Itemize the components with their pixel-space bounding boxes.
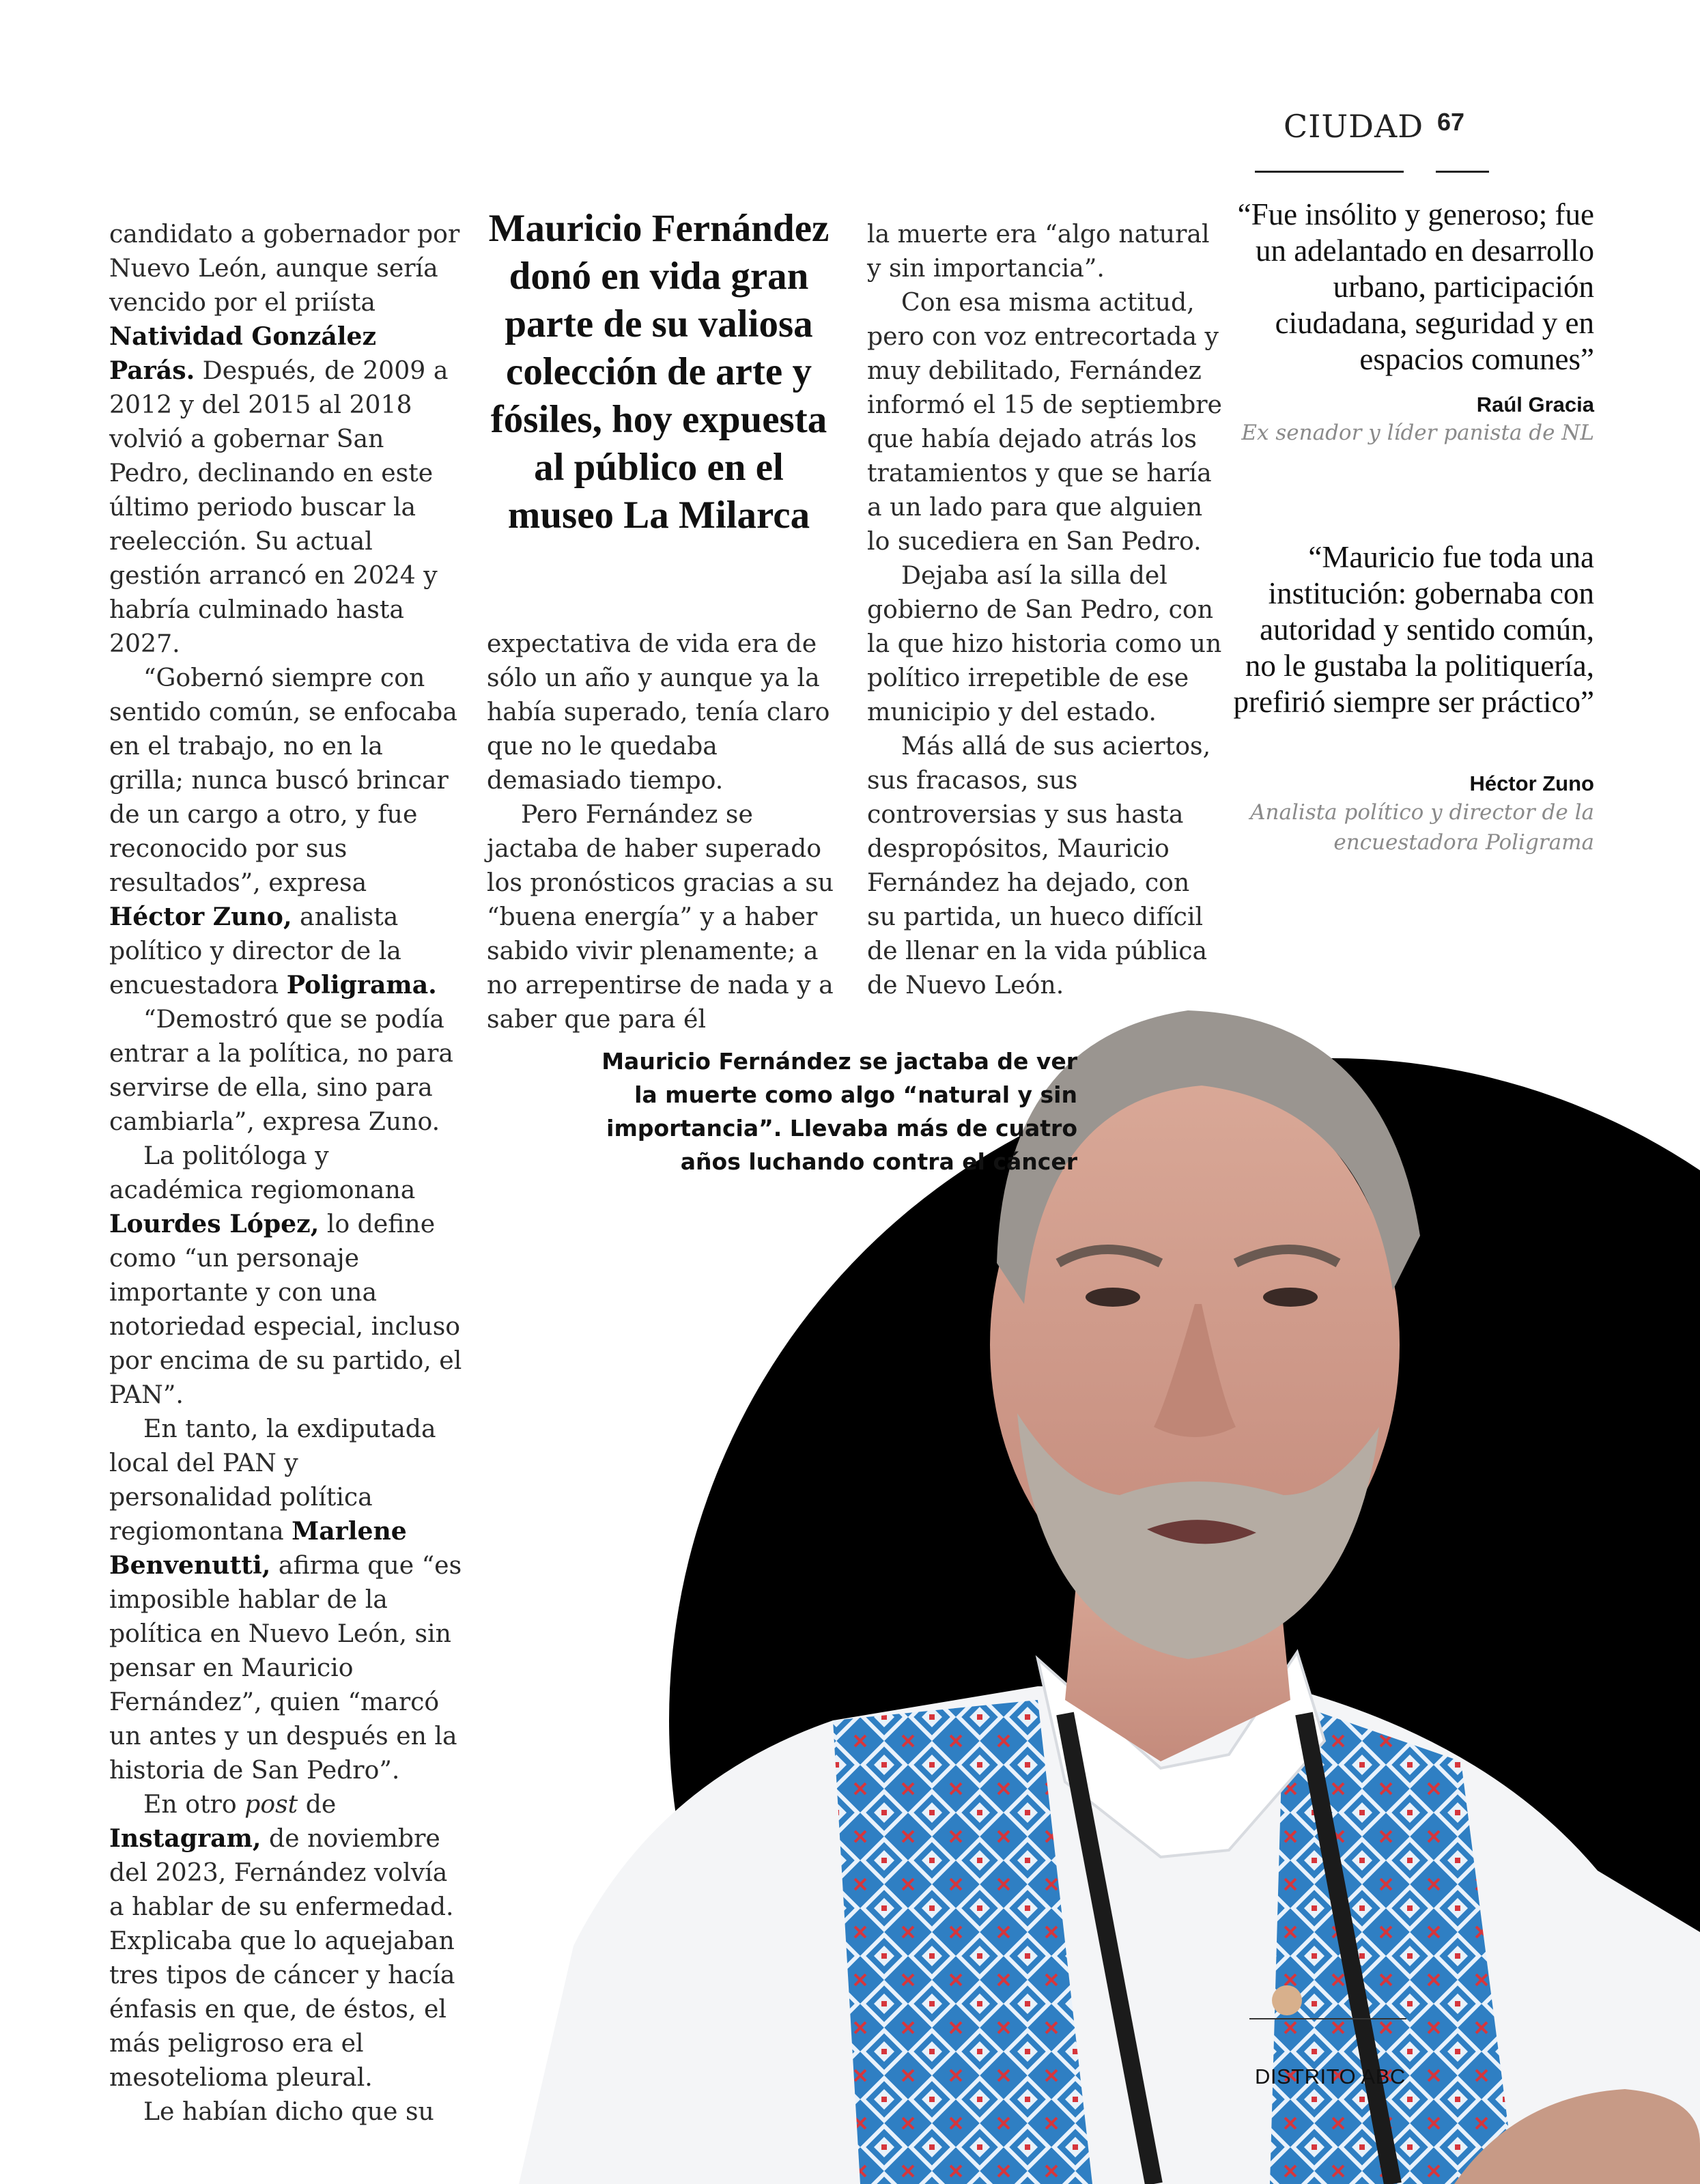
photo-caption: Mauricio Fernández se jactaba de ver la muerte como algo “natural y sin importancia”. Llevaba más de cuatro años luchando contra el cáncer: [601, 1048, 1077, 1175]
publication-name: DISTRITO ABC: [1255, 2065, 1406, 2088]
body-column-3: la muerte era “algo natural y sin importancia”. Con esa misma actitud, pero con voz entrecortada y muy debilitado, Fernández informó el 15 de septiembre que había dejado atrás los tratamientos y que se haría a un lado para que alguien lo sucediera en San Pedro. Dejaba así la silla del gobierno de San Pedro, con la que hizo historia como un político irrepetible de ese municipio y del estado. Más allá de sus aciertos, sus fracasos, sus controversias y sus hasta despropósitos, Mauricio Fernández ha dejado, con su partida, un hueco difícil de llenar en la vida pública de Nuevo León.: [867, 219, 1222, 999]
page-number: 67: [1437, 108, 1465, 136]
section-name: CIUDAD: [1284, 108, 1424, 145]
body-column-2: expectativa de vida era de sólo un año y aunque ya la había superado, tenía claro que no le quedaba demasiado tiempo. Pero Fernández se jactaba de haber superado los pronósticos gracias a su “buena energía” y a haber sabido vivir plenamente; a no arrepentirse de nada y a saber que para él: [487, 629, 834, 1034]
header-rule: [1255, 171, 1404, 173]
header-rule-short: [1436, 171, 1489, 173]
quote-author: Héctor Zuno: [1469, 771, 1594, 795]
quote-author-role: Analista político y director de la encuestadora Poligrama: [1250, 800, 1594, 855]
body-column-1: candidato a gobernador por Nuevo León, aunque sería vencido por el priísta Natividad González Parás. Después, de 2009 a 2012 y del 2015 al 2018 volvió a gobernar San Pedro, declinando en este último periodo buscar la reelección. Su actual gestión arrancó en 2024 y habría culminado hasta 2027. “Gobernó siempre con sentido común, se enfocaba en el trabajo, no en la grilla; nunca buscó brincar de un cargo a otro, y fue reconocido por sus resultados”, expresa Héctor Zuno, analista político y director de la encuestadora Poligrama. “Demostró que se podía entrar a la política, no para servirse de ella, sino para cambiarla”, expresa Zuno. La politóloga y académica regiomonana Lourdes López, lo define como “un personaje importante y con una notoriedad especial, incluso por encima de su partido, el PAN”. En tanto, la exdiputada local del PAN y personalidad política regiomontana Marlene Benvenutti, afirma que “es imposible hablar de la política en Nuevo León, sin pensar en Mauricio Fernández”, quien “marcó un antes y un después en la historia de San Pedro”. En otro post de Instagram, de noviembre del 2023, Fernández volvía a hablar de su enfermedad. Explicaba que lo aquejaban tres tipos de cáncer y hacía énfasis en que, de éstos, el más peligroso era el mesotelioma pleural. Le habían dicho que su: [109, 219, 462, 2126]
pull-quote: “Fue insólito y generoso; fue un adelantado en desarrollo urbano, participación ciudadana, seguridad y en espacios comunes”: [1237, 197, 1594, 376]
shirt-button: [1272, 1985, 1302, 2015]
quote-author-role: Ex senador y líder panista de NL: [1241, 421, 1594, 445]
pull-quote: “Mauricio fue toda una institución: gobernaba con autoridad y sentido común, no le gustaba la politiquería, prefirió siempre ser práctico”: [1233, 540, 1594, 719]
quote-author: Raúl Gracia: [1476, 393, 1594, 416]
footer-rule: [1249, 2018, 1406, 2019]
pull-headline: Mauricio Fernández donó en vida gran parte de su valiosa colección de arte y fósiles, hoy expuesta al público en el museo La Milarca: [488, 207, 830, 537]
